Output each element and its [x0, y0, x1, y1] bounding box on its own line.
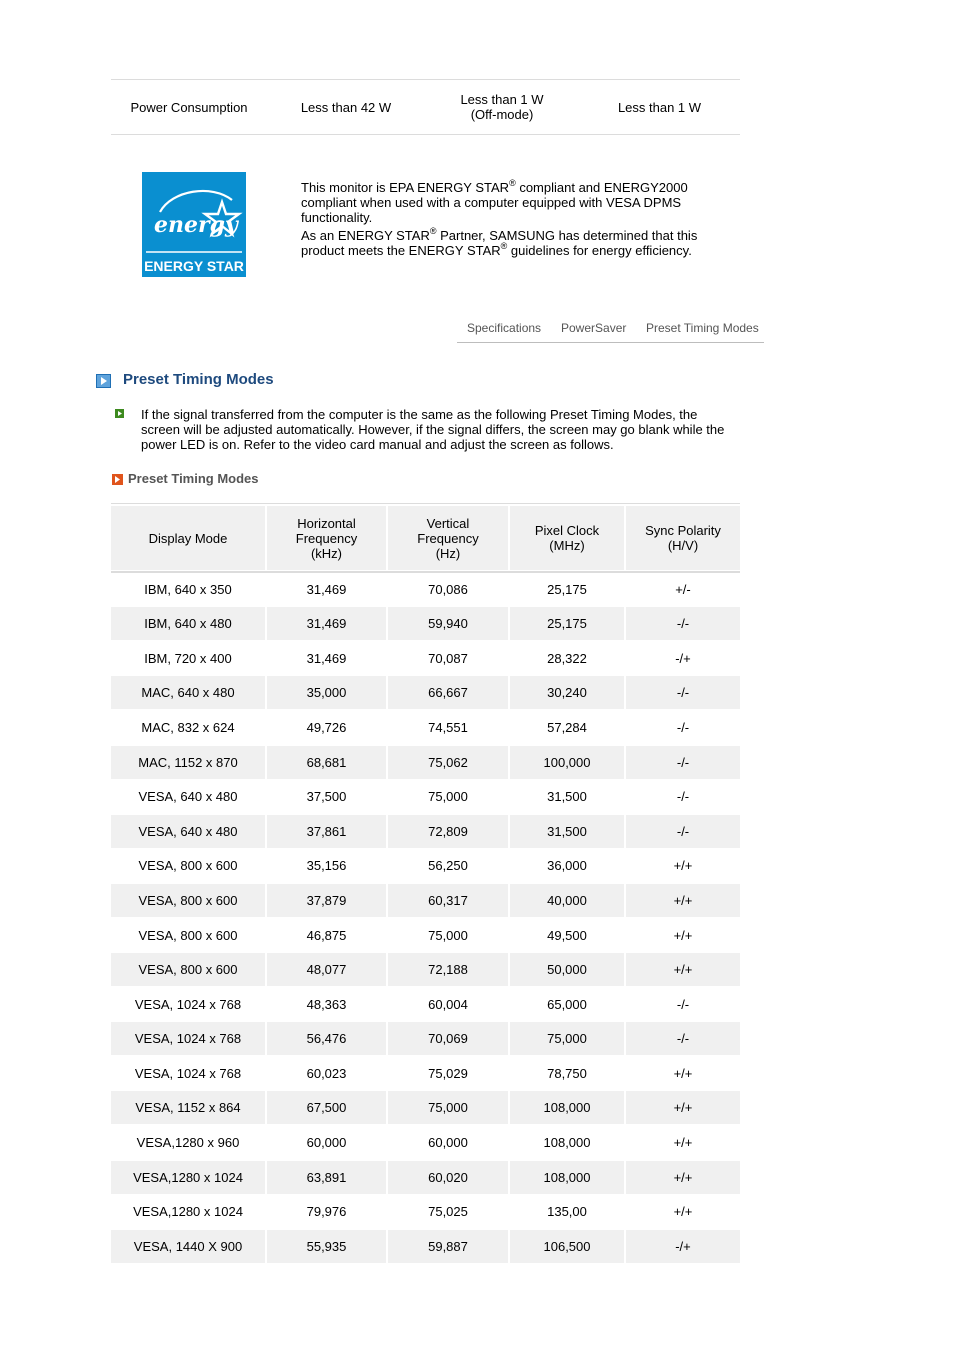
cell-vertical-frequency: 60,317 [388, 884, 508, 917]
subheading-arrow-icon [112, 474, 123, 485]
table-row [111, 884, 740, 917]
header-pixel-clock [510, 506, 624, 570]
power-standby: Less than 1 W [617, 99, 702, 115]
power-off-mode [425, 80, 579, 134]
table-header-row [111, 506, 740, 570]
header-sync-polarity [626, 506, 740, 570]
table-top-rule [111, 503, 740, 504]
cell-vertical-frequency: 66,667 [388, 676, 508, 709]
cell-pixel-clock: 36,000 [547, 858, 587, 873]
table-row [111, 919, 740, 952]
cell-pixel-clock: 75,000 [510, 1022, 624, 1055]
tab-preset-timing-modes[interactable]: Preset Timing Modes [646, 321, 759, 335]
cell-pixel-clock: 25,175 [547, 582, 587, 597]
cell-display-mode: VESA, 1024 x 768 [134, 1066, 242, 1081]
cell-sync-polarity: -/- [626, 746, 740, 779]
table-row [111, 573, 740, 606]
cell-horizontal-frequency: 35,000 [267, 676, 386, 709]
cell-horizontal-frequency: 60,023 [306, 1066, 347, 1081]
table-row [111, 1195, 740, 1228]
table-row [111, 1230, 740, 1263]
section-arrow-icon [96, 374, 111, 388]
cell-display-mode: VESA, 800 x 600 [111, 953, 265, 986]
cell-horizontal-frequency: 55,935 [267, 1230, 386, 1263]
cell-sync-polarity: +/- [675, 582, 691, 597]
table-row [111, 1022, 740, 1055]
cell-vertical-frequency: 59,940 [388, 607, 508, 640]
cell-sync-polarity: +/+ [626, 1161, 740, 1194]
cell-sync-polarity: -/- [626, 607, 740, 640]
cell-horizontal-frequency: 31,469 [306, 651, 347, 666]
cell-vertical-frequency: 60,020 [388, 1161, 508, 1194]
header-horizontal-frequency-line: (kHz) [310, 545, 343, 561]
cell-display-mode: MAC, 640 x 480 [111, 676, 265, 709]
energy-logo-text: ENERGY STAR [144, 258, 244, 274]
header-sync-polarity-line: (H/V) [667, 538, 699, 553]
cell-sync-polarity: +/+ [626, 884, 740, 917]
cell-display-mode: IBM, 640 x 350 [144, 582, 232, 597]
cell-display-mode: VESA, 640 x 480 [138, 789, 238, 804]
header-vertical-frequency-line: (Hz) [435, 545, 461, 561]
table-row [111, 953, 740, 986]
cell-vertical-frequency: 75,062 [388, 746, 508, 779]
cell-pixel-clock: 40,000 [510, 884, 624, 917]
cell-display-mode: MAC, 832 x 624 [141, 720, 235, 735]
table-row [111, 849, 740, 882]
energy-statement-1: This monitor is EPA ENERGY STAR® compliant and ENERGY2000 compliant when used with a computer equipped with VESA DPMS functionality. [301, 178, 688, 225]
cell-sync-polarity: +/+ [626, 1091, 740, 1124]
cell-sync-polarity: -/- [676, 789, 690, 804]
cell-vertical-frequency: 70,069 [388, 1022, 508, 1055]
cell-display-mode: VESA, 640 x 480 [111, 815, 265, 848]
cell-sync-polarity: +/+ [673, 1135, 693, 1150]
cell-display-mode: VESA, 1440 X 900 [111, 1230, 265, 1263]
table-row [111, 711, 740, 744]
cell-horizontal-frequency: 79,976 [306, 1204, 347, 1219]
cell-horizontal-frequency: 63,891 [267, 1161, 386, 1194]
cell-vertical-frequency: 75,025 [428, 1204, 468, 1219]
cell-display-mode: IBM, 640 x 480 [111, 607, 265, 640]
cell-pixel-clock: 49,500 [547, 928, 587, 943]
cell-horizontal-frequency: 37,500 [306, 789, 347, 804]
energy-star-logo [142, 172, 246, 277]
cell-display-mode: VESA,1280 x 960 [136, 1135, 240, 1150]
section-tabs [457, 316, 764, 343]
cell-vertical-frequency: 72,188 [388, 953, 508, 986]
cell-vertical-frequency: 60,000 [428, 1135, 468, 1150]
cell-sync-polarity: -/- [626, 676, 740, 709]
table-row [111, 1091, 740, 1124]
cell-horizontal-frequency: 31,469 [306, 582, 347, 597]
cell-sync-polarity: -/- [676, 720, 690, 735]
cell-horizontal-frequency: 49,726 [306, 720, 347, 735]
energy-star-statement [301, 180, 721, 258]
table-row [111, 780, 740, 813]
cell-pixel-clock: 28,322 [547, 651, 587, 666]
cell-sync-polarity: +/+ [626, 953, 740, 986]
cell-vertical-frequency: 75,000 [428, 789, 468, 804]
cell-horizontal-frequency: 48,077 [267, 953, 386, 986]
cell-sync-polarity: -/- [626, 1022, 740, 1055]
cell-pixel-clock: 106,500 [510, 1230, 624, 1263]
cell-horizontal-frequency: 68,681 [267, 746, 386, 779]
cell-display-mode: VESA, 800 x 600 [138, 928, 238, 943]
table-row [111, 1126, 740, 1159]
cell-pixel-clock: 31,500 [510, 815, 624, 848]
cell-display-mode: IBM, 720 x 400 [144, 651, 232, 666]
cell-pixel-clock: 30,240 [510, 676, 624, 709]
cell-pixel-clock: 50,000 [510, 953, 624, 986]
cell-vertical-frequency: 56,250 [428, 858, 468, 873]
intro-paragraph: If the signal transferred from the computer is the same as the following Preset Timing Modes, the screen will be adjusted automatically. However, if the signal differs, the screen may go blank while the power LED is on. Refer to the video card manual and adjust the screen as follows. [141, 407, 725, 452]
cell-sync-polarity: -/- [676, 997, 690, 1012]
header-sync-polarity-line: Sync Polarity [645, 523, 721, 538]
cell-pixel-clock: 100,000 [510, 746, 624, 779]
cell-pixel-clock: 108,000 [543, 1135, 591, 1150]
cell-vertical-frequency: 75,000 [428, 928, 468, 943]
cell-vertical-frequency: 70,086 [428, 582, 468, 597]
cell-pixel-clock: 135,00 [547, 1204, 587, 1219]
cell-vertical-frequency: 74,551 [428, 720, 468, 735]
cell-horizontal-frequency: 60,000 [306, 1135, 347, 1150]
cell-sync-polarity: -/- [626, 815, 740, 848]
cell-display-mode: VESA, 800 x 600 [111, 884, 265, 917]
cell-pixel-clock: 78,750 [547, 1066, 587, 1081]
cell-display-mode: VESA, 1152 x 864 [111, 1091, 265, 1124]
header-vertical-frequency [388, 506, 508, 570]
cell-vertical-frequency: 75,000 [388, 1091, 508, 1124]
cell-vertical-frequency: 70,087 [428, 651, 468, 666]
cell-display-mode: VESA, 1024 x 768 [111, 1022, 265, 1055]
header-vertical-frequency-line: Frequency [417, 530, 479, 546]
cell-pixel-clock: 65,000 [547, 997, 587, 1012]
cell-pixel-clock: 31,500 [547, 789, 587, 804]
energy-statement-2: As an ENERGY STAR® Partner, SAMSUNG has determined that this product meets the ENERGY STAR® guidelines for energy efficiency. [301, 226, 698, 258]
cell-display-mode: VESA, 1024 x 768 [134, 997, 242, 1012]
cell-sync-polarity: +/+ [673, 858, 693, 873]
cell-vertical-frequency: 59,887 [388, 1230, 508, 1263]
table-row [111, 746, 740, 779]
table-row [111, 676, 740, 709]
cell-horizontal-frequency: 37,861 [267, 815, 386, 848]
power-consumption-row [111, 79, 740, 135]
cell-vertical-frequency: 60,004 [428, 997, 468, 1012]
cell-horizontal-frequency: 46,875 [306, 928, 347, 943]
cell-horizontal-frequency: 48,363 [306, 997, 347, 1012]
cell-pixel-clock: 108,000 [510, 1161, 624, 1194]
table-row [111, 642, 740, 675]
cell-pixel-clock: 25,175 [510, 607, 624, 640]
cell-display-mode: VESA, 800 x 600 [138, 858, 238, 873]
table-row [111, 1057, 740, 1090]
cell-horizontal-frequency: 31,469 [267, 607, 386, 640]
cell-sync-polarity: -/+ [626, 1230, 740, 1263]
header-pixel-clock-line: (MHz) [549, 538, 585, 553]
table-row [111, 607, 740, 640]
cell-display-mode: VESA,1280 x 1024 [111, 1161, 265, 1194]
tab-specifications[interactable]: Specifications [467, 321, 542, 335]
cell-horizontal-frequency: 67,500 [267, 1091, 386, 1124]
cell-pixel-clock: 108,000 [510, 1091, 624, 1124]
header-horizontal-frequency-line: Frequency [295, 530, 358, 546]
cell-sync-polarity: -/+ [675, 651, 691, 666]
cell-display-mode: MAC, 1152 x 870 [111, 746, 265, 779]
header-horizontal-frequency-line: Horizontal [297, 515, 356, 531]
tab-powersaver[interactable]: PowerSaver [561, 321, 627, 335]
energy-logo-script: energy [154, 212, 238, 238]
cell-sync-polarity: +/+ [673, 928, 693, 943]
table-title: Preset Timing Modes [128, 471, 259, 486]
cell-vertical-frequency: 72,809 [388, 815, 508, 848]
power-off-line2: (Off-mode) [470, 107, 534, 122]
bullet-arrow-icon [115, 409, 124, 418]
power-label: Power Consumption [130, 99, 248, 115]
cell-vertical-frequency: 75,029 [428, 1066, 468, 1081]
header-horizontal-frequency [267, 506, 386, 570]
cell-sync-polarity: +/+ [673, 1204, 693, 1219]
cell-pixel-clock: 57,284 [547, 720, 587, 735]
table-row [111, 988, 740, 1021]
table-row [111, 1161, 740, 1194]
header-display-mode-line: Display Mode [148, 530, 228, 546]
header-pixel-clock-line: Pixel Clock [534, 523, 600, 538]
cell-horizontal-frequency: 37,879 [267, 884, 386, 917]
cell-horizontal-frequency: 35,156 [306, 858, 347, 873]
table-row [111, 815, 740, 848]
cell-horizontal-frequency: 56,476 [267, 1022, 386, 1055]
cell-sync-polarity: +/+ [673, 1066, 693, 1081]
cell-display-mode: VESA,1280 x 1024 [133, 1204, 243, 1219]
header-display-mode [111, 506, 265, 570]
section-title: Preset Timing Modes [123, 371, 274, 388]
power-off-line1: Less than 1 W [460, 92, 544, 107]
power-normal: Less than 42 W [300, 99, 392, 115]
header-vertical-frequency-line: Vertical [426, 515, 470, 531]
